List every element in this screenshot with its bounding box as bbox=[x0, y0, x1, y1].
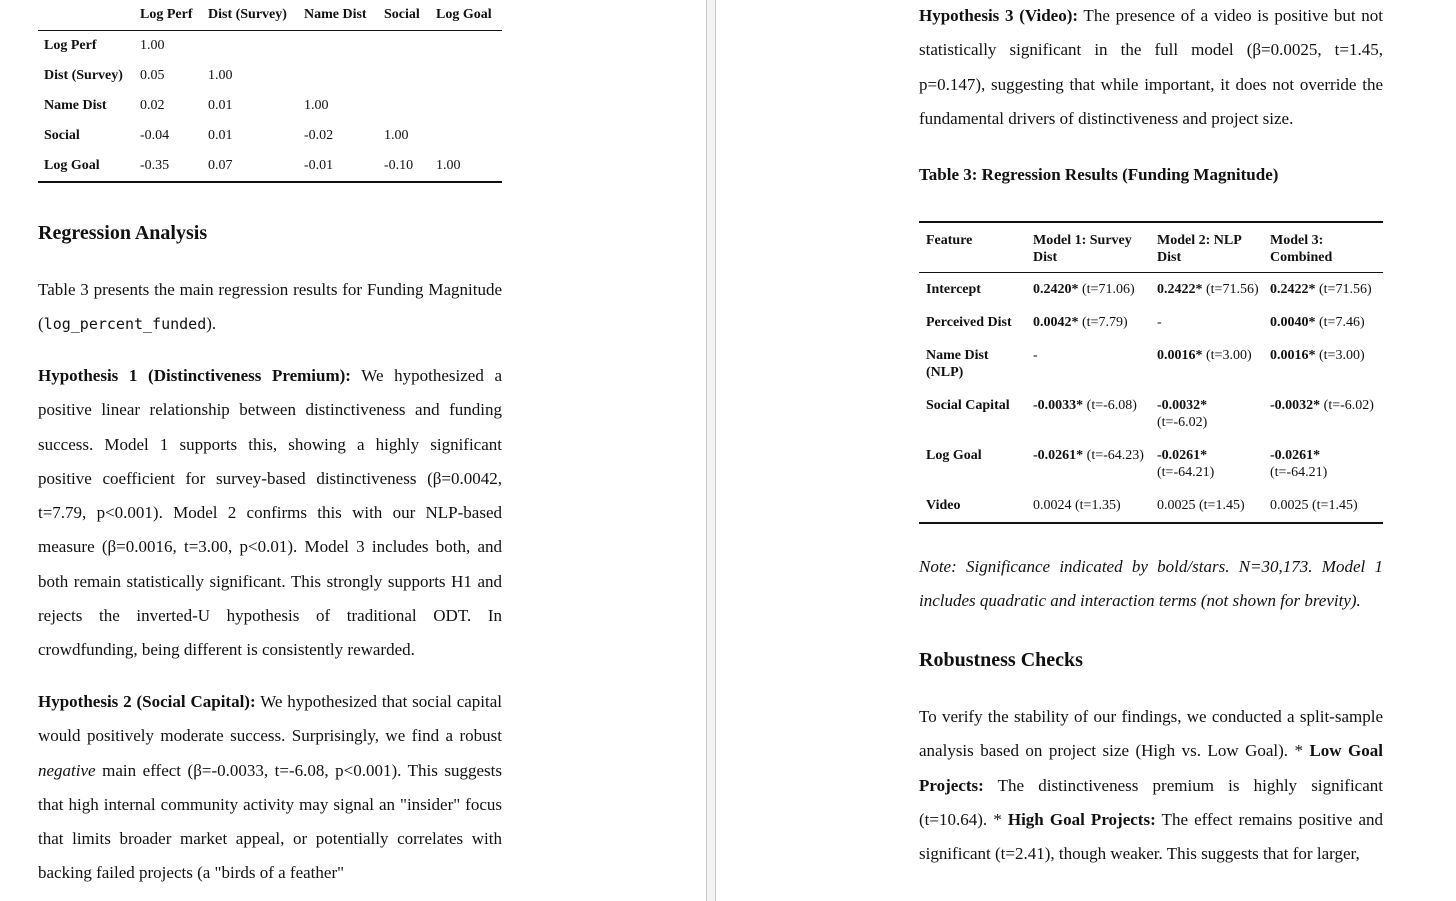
document-page-left bbox=[0, 0, 706, 901]
regression-cell bbox=[1150, 306, 1263, 339]
regression-header-cell: Model 1: Survey Dist bbox=[1026, 222, 1150, 273]
regression-cell bbox=[1026, 439, 1150, 489]
regression-cell bbox=[1026, 489, 1150, 523]
emphasis-negative: negative bbox=[38, 760, 96, 780]
regression-row bbox=[919, 489, 1383, 523]
t-stat: (t=71.56) bbox=[1202, 282, 1259, 297]
regression-cell bbox=[1026, 273, 1150, 307]
regression-cell bbox=[1263, 273, 1383, 307]
section-heading-regression: Regression Analysis bbox=[38, 222, 208, 244]
regression-cell bbox=[1263, 439, 1383, 489]
variable-name: log_percent_funded bbox=[43, 315, 207, 334]
intro-text-end: ). bbox=[206, 314, 217, 334]
feature-label: Perceived Dist bbox=[926, 315, 1012, 330]
coefficient: 0.2422* bbox=[1157, 282, 1203, 297]
t-stat: 0.0025 (t=1.45) bbox=[1157, 498, 1245, 513]
feature-label: Log Goal bbox=[926, 448, 982, 463]
t-stat: (t=71.56) bbox=[1315, 282, 1372, 297]
hypothesis-3-text: The presence of a video is positive but not statistically significant in the full model (β=0.0025, t=1.45, p=0.147), suggesting that while important, it does not override the fundamental drivers of distinctiveness and project size. bbox=[919, 6, 1383, 128]
regression-cell bbox=[1150, 339, 1263, 389]
correlation-row bbox=[38, 61, 502, 91]
correlation-cell bbox=[430, 121, 502, 151]
robustness-text-2: The distinctiveness premium is highly significant (t=10.64). * bbox=[919, 775, 1383, 829]
regression-cell bbox=[1263, 339, 1383, 389]
coefficient: -0.0261* bbox=[1157, 448, 1208, 463]
correlation-cell bbox=[378, 61, 430, 91]
paragraph-intro bbox=[38, 273, 502, 342]
table-caption: Table 3: Regression Results (Funding Magnitude) bbox=[919, 165, 1279, 184]
coefficient: 0.0040* bbox=[1270, 315, 1316, 330]
correlation-header-cell bbox=[38, 0, 134, 31]
regression-cell bbox=[1150, 439, 1263, 489]
row-label: Name Dist bbox=[44, 98, 107, 113]
correlation-cell: -0.01 bbox=[304, 158, 334, 173]
coefficient: -0.0032* bbox=[1157, 398, 1208, 413]
hypothesis-2-text-cont: main effect (β=-0.0033, t=-6.08, p<0.001). This suggests that high internal community activity may signal an "insider" focus that limits broader market appeal, or potentially correlates with backing failed projects (a "birds of a feather" bbox=[38, 760, 502, 883]
table-note: Note: Significance indicated by bold/stars. N=30,173. Model 1 includes quadratic and interaction terms (not shown for brevity). bbox=[919, 557, 1383, 611]
regression-header-cell: Model 3: Combined bbox=[1263, 222, 1383, 273]
regression-row bbox=[919, 273, 1383, 307]
regression-header-cell: Model 2: NLP Dist bbox=[1150, 222, 1263, 273]
t-stat: 0.0024 (t=1.35) bbox=[1033, 498, 1121, 513]
t-stat: (t=-64.21) bbox=[1270, 465, 1328, 480]
correlation-cell bbox=[430, 91, 502, 121]
coefficient: 0.0016* bbox=[1270, 348, 1316, 363]
regression-cell bbox=[1026, 306, 1150, 339]
correlation-cell: 0.01 bbox=[208, 98, 233, 113]
correlation-cell bbox=[298, 61, 378, 91]
t-stat: (t=-6.02) bbox=[1320, 398, 1374, 413]
correlation-row bbox=[38, 91, 502, 121]
t-stat: (t=-64.21) bbox=[1157, 465, 1215, 480]
correlation-cell: 1.00 bbox=[304, 98, 329, 113]
correlation-header-cell: Name Dist bbox=[298, 0, 378, 31]
correlation-cell: -0.10 bbox=[384, 158, 414, 173]
regression-row bbox=[919, 306, 1383, 339]
feature-label: Intercept bbox=[926, 282, 981, 297]
regression-cell bbox=[1263, 489, 1383, 523]
correlation-table bbox=[38, 0, 502, 183]
coefficient: -0.0033* bbox=[1033, 398, 1084, 413]
regression-cell bbox=[1026, 339, 1150, 389]
row-label: Log Perf bbox=[44, 38, 97, 53]
regression-cell bbox=[1263, 389, 1383, 439]
t-stat: (t=-6.02) bbox=[1157, 415, 1208, 430]
coefficient: 0.2420* bbox=[1033, 282, 1079, 297]
feature-label: Video bbox=[926, 498, 961, 513]
robustness-text-3: The effect remains positive and significant (t=2.41), though weaker. This suggests that for larger, bbox=[919, 809, 1383, 864]
correlation-row bbox=[38, 151, 502, 182]
correlation-cell: 1.00 bbox=[384, 128, 409, 143]
intro-text: Table 3 presents the main regression results for Funding Magnitude ( bbox=[38, 280, 502, 334]
coefficient: 0.0042* bbox=[1033, 315, 1079, 330]
correlation-cell: 1.00 bbox=[140, 38, 165, 53]
t-stat: 0.0025 (t=1.45) bbox=[1270, 498, 1358, 513]
correlation-cell: -0.04 bbox=[140, 128, 170, 143]
regression-cell bbox=[1026, 389, 1150, 439]
document-page-right bbox=[716, 0, 1456, 901]
correlation-row bbox=[38, 121, 502, 151]
regression-row bbox=[919, 439, 1383, 489]
correlation-cell: 0.05 bbox=[140, 68, 165, 83]
robustness-text: To verify the stability of our findings, we conducted a split-sample analysis based on project size (High vs. Low Goal). * bbox=[919, 707, 1383, 761]
correlation-cell: 0.07 bbox=[208, 158, 233, 173]
t-stat: (t=7.46) bbox=[1315, 315, 1365, 330]
t-stat: - bbox=[1157, 315, 1162, 330]
correlation-header-cell: Log Perf bbox=[134, 0, 202, 31]
paragraph-hypothesis-3 bbox=[919, 0, 1383, 136]
correlation-cell: 1.00 bbox=[208, 68, 233, 83]
hypothesis-2-label: Hypothesis 2 (Social Capital): bbox=[38, 692, 256, 711]
t-stat: (t=3.00) bbox=[1202, 348, 1252, 363]
regression-table bbox=[919, 221, 1383, 524]
hypothesis-1-text: We hypothesized a positive linear relationship between distinctiveness and funding success. Model 1 supports this, showing a highly significant positive coefficient for survey-based distinctiveness (β=0.0042, t=7.79, p<0.001). Model 2 confirms this with our NLP-based measure (β=0.0016, t=3.00, p<0.01). Model 3 includes both, and both remain statistically significant. This strongly supports H1 and rejects the inverted-U hypothesis of traditional ODT. In crowdfunding, being different is consistently rewarded. bbox=[38, 366, 502, 660]
section-heading-robustness: Robustness Checks bbox=[919, 649, 1083, 671]
correlation-cell bbox=[378, 91, 430, 121]
t-stat: (t=7.79) bbox=[1078, 315, 1128, 330]
page-gutter bbox=[706, 0, 716, 901]
correlation-row bbox=[38, 31, 502, 62]
low-goal-label: Low Goal Projects: bbox=[919, 741, 1384, 795]
correlation-cell: 1.00 bbox=[436, 158, 461, 173]
paragraph-hypothesis-2 bbox=[38, 685, 502, 891]
coefficient: -0.0261* bbox=[1033, 448, 1084, 463]
row-label: Social bbox=[44, 128, 80, 143]
row-label: Dist (Survey) bbox=[44, 68, 123, 83]
correlation-header-cell: Social bbox=[378, 0, 430, 31]
row-label: Log Goal bbox=[44, 158, 100, 173]
correlation-cell: 0.02 bbox=[140, 98, 165, 113]
paragraph-robustness bbox=[919, 700, 1383, 871]
regression-cell bbox=[1150, 389, 1263, 439]
high-goal-label: High Goal Projects: bbox=[1007, 809, 1156, 829]
correlation-header-cell: Dist (Survey) bbox=[202, 0, 298, 31]
regression-header-row bbox=[919, 222, 1383, 273]
regression-row bbox=[919, 339, 1383, 389]
regression-header-cell: Feature bbox=[919, 222, 1026, 273]
feature-label: Social Capital bbox=[926, 398, 1010, 413]
regression-cell bbox=[1150, 273, 1263, 307]
correlation-header-cell: Log Goal bbox=[430, 0, 502, 31]
t-stat: (t=-64.23) bbox=[1083, 448, 1144, 463]
correlation-cell: 0.01 bbox=[208, 128, 233, 143]
coefficient: -0.0261* bbox=[1270, 448, 1321, 463]
coefficient: 0.2422* bbox=[1270, 282, 1316, 297]
correlation-cell bbox=[298, 31, 378, 62]
hypothesis-3-label: Hypothesis 3 (Video): bbox=[919, 6, 1079, 25]
regression-row bbox=[919, 389, 1383, 439]
correlation-cell: -0.35 bbox=[140, 158, 170, 173]
correlation-cell: -0.02 bbox=[304, 128, 334, 143]
correlation-cell bbox=[202, 31, 298, 62]
coefficient: -0.0032* bbox=[1270, 398, 1321, 413]
regression-cell bbox=[1150, 489, 1263, 523]
coefficient: 0.0016* bbox=[1157, 348, 1203, 363]
correlation-cell bbox=[430, 31, 502, 62]
hypothesis-2-text: We hypothesized that social capital would positively moderate success. Surprisingly, we find a robust bbox=[38, 692, 502, 746]
t-stat: (t=-6.08) bbox=[1083, 398, 1137, 413]
feature-label: Name Dist (NLP) bbox=[926, 348, 989, 380]
t-stat: (t=71.06) bbox=[1078, 282, 1135, 297]
correlation-header-row bbox=[38, 0, 502, 31]
correlation-cell bbox=[430, 61, 502, 91]
paragraph-hypothesis-1 bbox=[38, 359, 502, 668]
hypothesis-1-label: Hypothesis 1 (Distinctiveness Premium): bbox=[38, 366, 351, 385]
correlation-cell bbox=[378, 31, 430, 62]
t-stat: (t=3.00) bbox=[1315, 348, 1365, 363]
t-stat: - bbox=[1033, 348, 1038, 363]
regression-cell bbox=[1263, 306, 1383, 339]
